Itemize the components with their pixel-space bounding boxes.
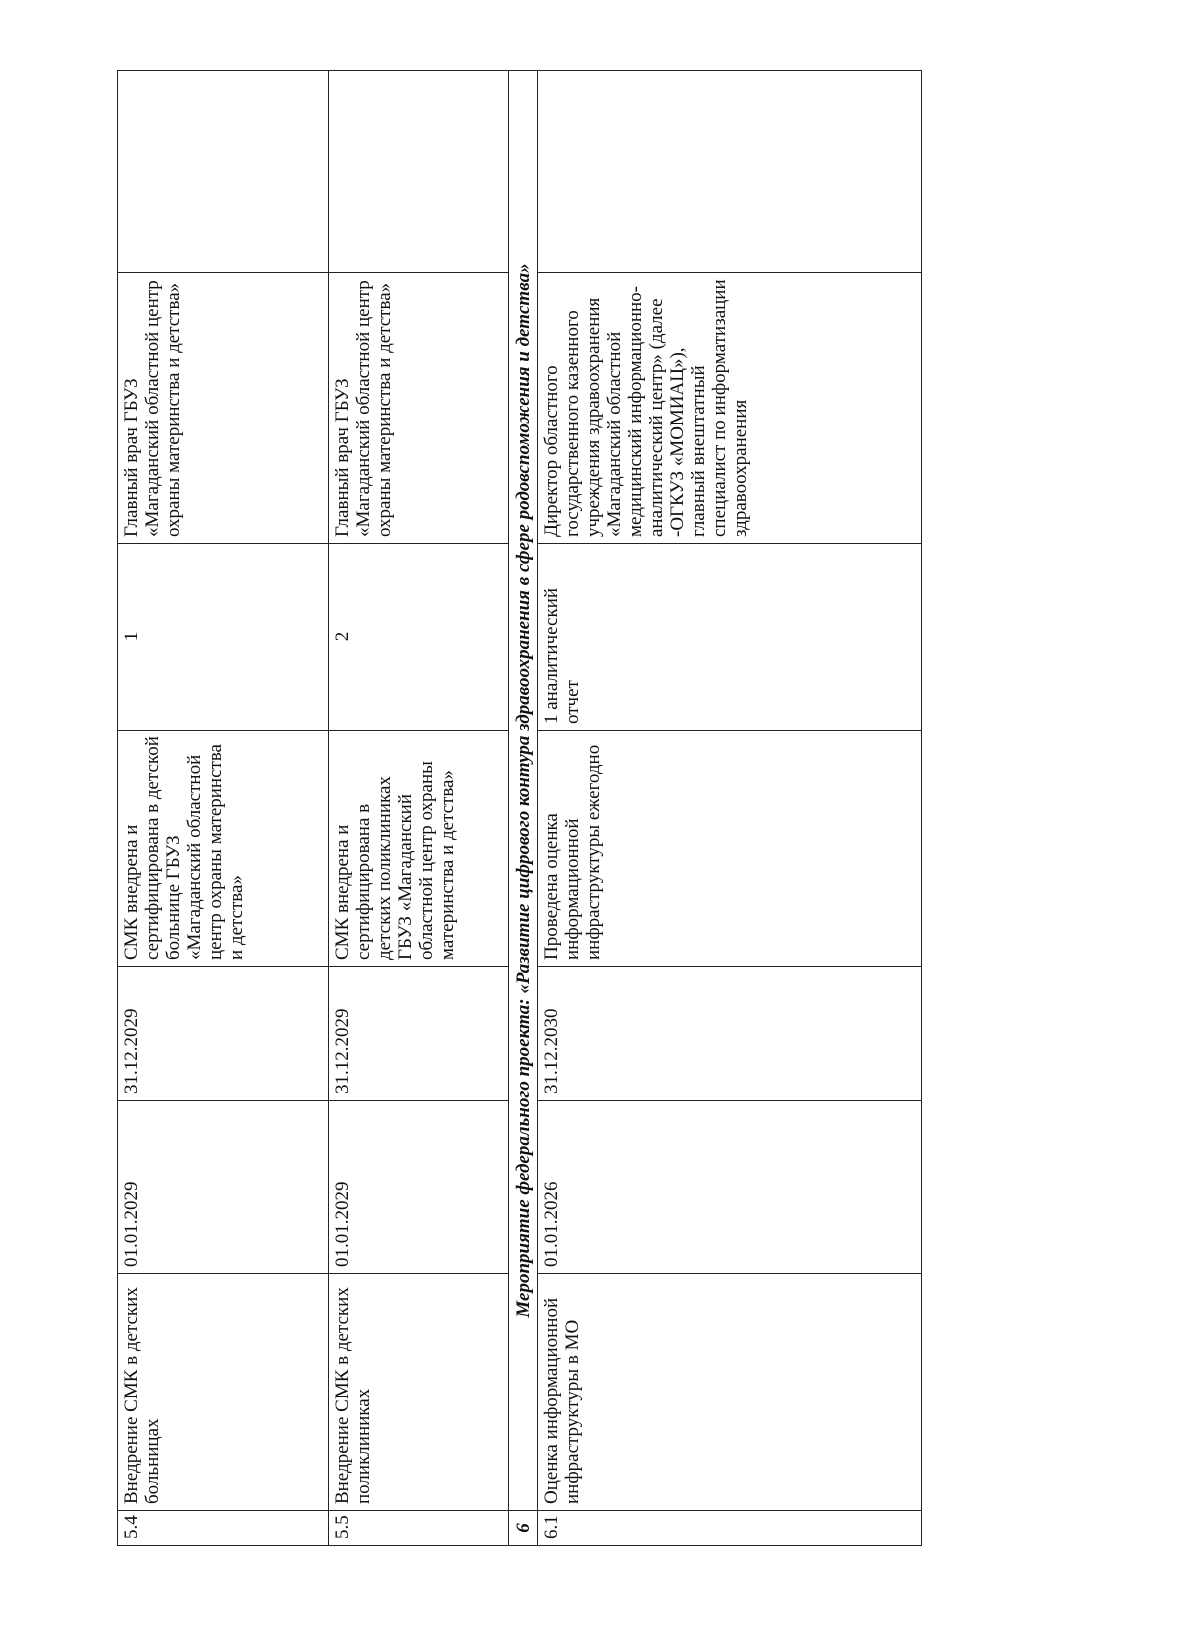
- extra-cell: [329, 71, 509, 273]
- responsible-cell: Главный врач ГБУЗ «Магаданский областной центр охраны материнства и детства»: [118, 273, 329, 544]
- result-cell: СМК внедрена и сертифицирована в детской больнице ГБУЗ «Магаданский областной центр охраны материнства и детства»: [118, 731, 329, 967]
- extra-cell: [118, 71, 329, 273]
- indicator-cell: 1: [118, 544, 329, 731]
- start-date-cell: 01.01.2026: [538, 1101, 922, 1274]
- section-title: Мероприятие федерального проекта: «Развитие цифрового контура здравоохранения в сфере родовспоможения и детства»: [509, 71, 538, 1511]
- table-row: [329, 71, 509, 1546]
- responsible-cell: Главный врач ГБУЗ «Магаданский областной центр охраны материнства и детства»: [329, 273, 509, 544]
- end-date-cell: 31.12.2029: [118, 967, 329, 1101]
- rotated-page: [117, 71, 977, 1546]
- end-date-cell: 31.12.2029: [329, 967, 509, 1101]
- table-row: [118, 71, 329, 1546]
- indicator-cell: 1 аналитический отчет: [538, 544, 922, 731]
- responsible-cell: Директор областного государственного казенного учреждения здравоохранения «Магаданский областной медицинский информационно-аналитический центр» (далее -ОГКУЗ «МОМИАЦ»), главный внештатный специалист по информатизации здравоохранения: [538, 273, 922, 544]
- activity-cell: Внедрение СМК в детских больницах: [118, 1274, 329, 1511]
- start-date-cell: 01.01.2029: [329, 1101, 509, 1274]
- extra-cell: [538, 71, 922, 273]
- result-cell: Проведена оценка информационной инфраструктуры ежегодно: [538, 731, 922, 967]
- start-date-cell: 01.01.2029: [118, 1101, 329, 1274]
- row-number: 5.5: [329, 1511, 509, 1546]
- end-date-cell: 31.12.2030: [538, 967, 922, 1101]
- activity-cell: Внедрение СМК в детских поликлиниках: [329, 1274, 509, 1511]
- section-row: [509, 71, 538, 1546]
- indicator-cell: 2: [329, 544, 509, 731]
- table-row: [538, 71, 922, 1546]
- plan-table: [117, 70, 922, 1546]
- result-cell: СМК внедрена и сертифицирована в детских поликлиниках ГБУЗ «Магаданский областной центр охраны материнства и детства»: [329, 731, 509, 967]
- section-number: 6: [509, 1511, 538, 1546]
- row-number: 6.1: [538, 1511, 922, 1546]
- activity-cell: Оценка информационной инфраструктуры в МО: [538, 1274, 922, 1511]
- row-number: 5.4: [118, 1511, 329, 1546]
